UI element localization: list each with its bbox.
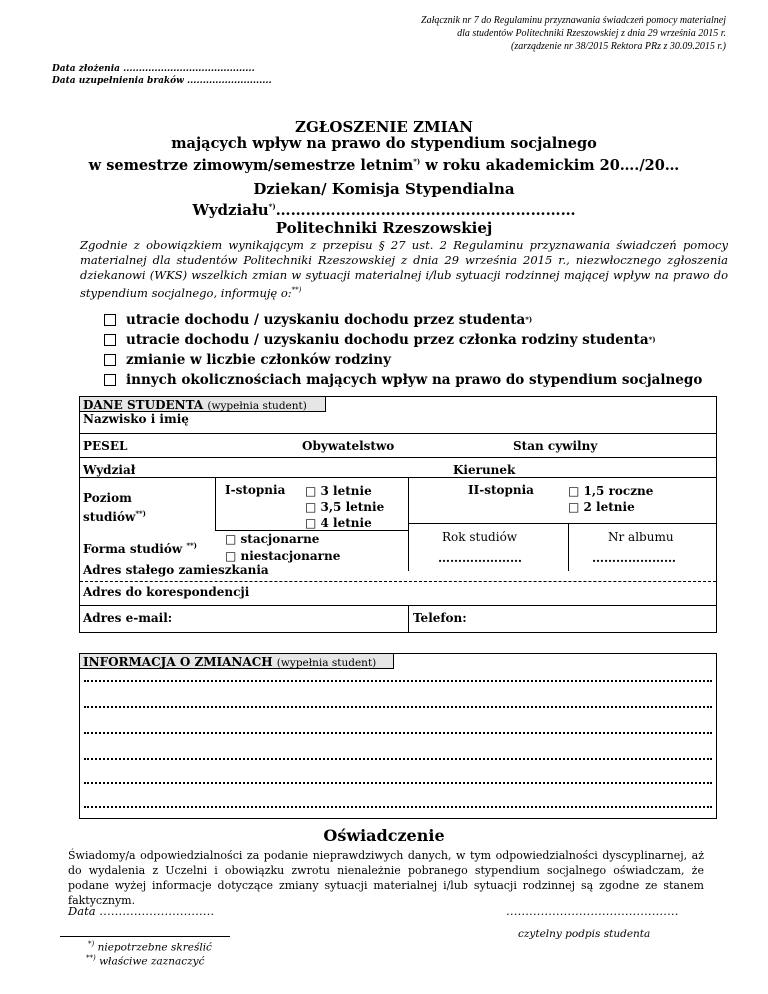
changes-line-3[interactable] <box>84 732 712 734</box>
option-student-income[interactable]: utracie dochodu / uzyskaniu dochodu przez studenta *) <box>104 310 702 330</box>
pesel-field[interactable]: PESEL <box>83 439 128 453</box>
changes-line-1[interactable] <box>84 680 712 682</box>
year-label: Rok studiów <box>442 530 518 544</box>
album-input[interactable]: ………………… <box>592 551 676 565</box>
option-other[interactable]: innych okolicznościach mających wpływ na prawo do stypendium socjalnego <box>104 370 702 390</box>
subtitle-line-1: mających wpływ na prawo do stypendium socjalnego <box>171 135 597 152</box>
option-family-size[interactable]: zmianie w liczbie członków rodziny <box>104 350 702 370</box>
submission-meta <box>52 63 272 87</box>
citizenship-field[interactable]: Obywatelstwo <box>302 439 395 453</box>
header-line-2: dla studentów Politechniki Rzeszowskiej z dnia 29 września 2015 r. <box>457 28 726 39</box>
attachment-header <box>286 14 726 53</box>
checkbox-icon[interactable] <box>104 354 116 366</box>
addressee-line-1: Dziekan/ Komisja Stypendialna <box>253 180 515 198</box>
changes-line-5[interactable] <box>84 782 712 784</box>
declaration-title: Oświadczenie <box>323 826 445 845</box>
changes-line-2[interactable] <box>84 706 712 708</box>
student-header: DANE STUDENTA (wypełnia student) <box>83 398 307 412</box>
addressee-line-3: Politechniki Rzeszowskiej <box>275 219 493 237</box>
checkbox-icon[interactable] <box>104 314 116 326</box>
correspondence-address-field[interactable]: Adres do korespondencji <box>83 585 250 599</box>
changes-line-4[interactable] <box>84 758 712 760</box>
first-degree-options[interactable] <box>305 483 384 531</box>
declaration-text: Świadomy/a odpowiedzialności za podanie nieprawdziwych danych, w tym odpowiedzialności dyscyplinarnej, aż do wydalenia z Uczelni i obowiązku zwrotu nienależnie pobranego stypendium socjalnego oświadczam, że podane wyżej informacje dotyczące zmiany sytuacji materialnej i/lub sytuacji rodzinnej są zgodne ze stanem faktycznym. <box>68 849 704 907</box>
changes-header: INFORMACJA O ZMIANACH (wypełnia student) <box>83 655 377 669</box>
faculty-field[interactable]: Wydział <box>83 463 136 477</box>
changes-table <box>79 653 717 819</box>
form-label: Forma studiów **) <box>83 541 197 556</box>
form-subtitle <box>0 135 768 175</box>
footnote-2: **) właściwe zaznaczyć <box>86 954 205 968</box>
header-line-1: Załącznik nr 7 do Regulaminu przyznawania świadczeń pomocy materialnej <box>421 15 726 26</box>
addressee <box>0 180 768 237</box>
date-submitted: Data złożenia .......................................... <box>52 64 255 74</box>
album-label: Nr albumu <box>608 530 674 544</box>
addressee-line-2: Wydziału*)…………………………………………………… <box>192 201 576 219</box>
header-line-3: (zarządzenie nr 38/2015 Rektora PRz z 30.09.2015 r.) <box>511 41 726 52</box>
change-options <box>104 310 702 390</box>
option-1-5-years[interactable]: □ 1,5 roczne <box>568 484 654 498</box>
changes-line-6[interactable] <box>84 806 712 808</box>
option-4-years[interactable]: □ 4 letnie <box>305 516 372 530</box>
major-field[interactable]: Kierunek <box>453 463 516 477</box>
checkbox-icon[interactable] <box>104 374 116 386</box>
date-completed: Data uzupełnienia braków ........................... <box>52 76 272 86</box>
intro-paragraph: Zgodnie z obowiązkiem wynikającym z przepisu § 27 ust. 2 Regulaminu przyznawania świadczeń pomocy materialnej dla studentów Politechniki Rzeszowskiej z dnia 29 września 2015 r., niezwłocznego zgłoszenia dziekanowi (WKS) wszelkich zmian w sytuacji materialnej i/lub sytuacji rodzinnej mającej wpływ na prawo do stypendium socjalnego, informuję o:**) <box>80 238 728 300</box>
student-data-table <box>79 396 717 633</box>
second-degree-label: II-stopnia <box>468 483 534 497</box>
subtitle-line-2: w semestrze zimowym/semestrze letnim*) w roku akademickim 20…./20… <box>88 156 680 174</box>
footnote-divider <box>60 936 230 937</box>
date-field[interactable]: Data ………………………… <box>68 904 215 918</box>
email-field[interactable]: Adres e-mail: <box>83 611 173 625</box>
option-part-time[interactable]: □ niestacjonarne <box>225 549 341 563</box>
option-family-income[interactable]: utracie dochodu / uzyskaniu dochodu przez członka rodziny studenta *) <box>104 330 702 350</box>
option-full-time[interactable]: □ stacjonarne <box>225 532 320 546</box>
first-degree-label: I-stopnia <box>225 483 286 497</box>
checkbox-icon[interactable] <box>104 334 116 346</box>
signature-label: czytelny podpis studenta <box>518 928 651 940</box>
level-label: Poziom studiów**) <box>83 491 146 524</box>
year-input[interactable]: ………………… <box>438 551 522 565</box>
phone-field[interactable]: Telefon: <box>413 611 467 625</box>
second-degree-options[interactable] <box>568 483 653 515</box>
permanent-address-field[interactable]: Adres stałego zamieszkania <box>83 563 269 577</box>
option-3-5-years[interactable]: □ 3,5 letnie <box>305 500 385 514</box>
option-3-years[interactable]: □ 3 letnie <box>305 484 372 498</box>
form-title: ZGŁOSZENIE ZMIAN <box>295 118 473 136</box>
signature-field[interactable]: ……………………………………… <box>506 904 679 918</box>
footnote-1: *) niepotrzebne skreślić <box>88 940 212 954</box>
option-2-years[interactable]: □ 2 letnie <box>568 500 635 514</box>
marital-status-field[interactable]: Stan cywilny <box>513 439 598 453</box>
name-field[interactable]: Nazwisko i imię <box>83 412 189 426</box>
form-options[interactable] <box>225 531 340 565</box>
